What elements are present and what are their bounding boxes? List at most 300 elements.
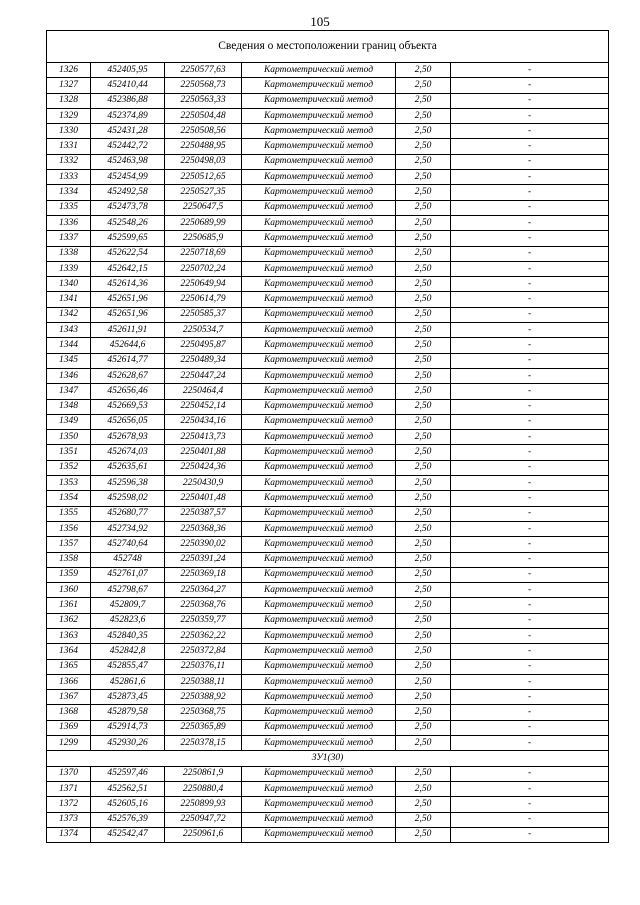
accuracy-cell: 2,50 (396, 430, 451, 445)
description-cell: - (451, 154, 609, 169)
method-cell: Картометрический метод (242, 124, 396, 139)
accuracy-cell: 2,50 (396, 812, 451, 827)
accuracy-cell: 2,50 (396, 78, 451, 93)
x-coordinate-cell: 452598,02 (91, 491, 165, 506)
table-row (47, 353, 609, 368)
point-number-cell: 1336 (47, 215, 91, 230)
table-row (47, 399, 609, 414)
x-coordinate-cell: 452597,46 (91, 766, 165, 781)
description-cell: - (451, 720, 609, 735)
y-coordinate-cell: 2250387,57 (165, 506, 242, 521)
description-cell: - (451, 261, 609, 276)
table-row (47, 491, 609, 506)
method-cell: Картометрический метод (242, 567, 396, 582)
x-coordinate-cell: 452740,64 (91, 537, 165, 552)
table-row (47, 124, 609, 139)
x-coordinate-cell: 452431,28 (91, 124, 165, 139)
description-cell: - (451, 307, 609, 322)
point-number-cell: 1342 (47, 307, 91, 322)
y-coordinate-cell: 2250489,34 (165, 353, 242, 368)
point-number-cell: 1349 (47, 414, 91, 429)
section-label: ЗУ1(30) (47, 751, 609, 766)
method-cell: Картометрический метод (242, 246, 396, 261)
table-row (47, 261, 609, 276)
y-coordinate-cell: 2250498,03 (165, 154, 242, 169)
method-cell: Картометрический метод (242, 460, 396, 475)
y-coordinate-cell: 2250504,48 (165, 108, 242, 123)
description-cell: - (451, 338, 609, 353)
y-coordinate-cell: 2250368,75 (165, 705, 242, 720)
accuracy-cell: 2,50 (396, 124, 451, 139)
y-coordinate-cell: 2250430,9 (165, 476, 242, 491)
table-row (47, 613, 609, 628)
x-coordinate-cell: 452656,46 (91, 384, 165, 399)
accuracy-cell: 2,50 (396, 476, 451, 491)
method-cell: Картометрический метод (242, 659, 396, 674)
table-row (47, 628, 609, 643)
method-cell: Картометрический метод (242, 491, 396, 506)
x-coordinate-cell: 452576,39 (91, 812, 165, 827)
point-number-cell: 1358 (47, 552, 91, 567)
description-cell: - (451, 491, 609, 506)
table-row (47, 521, 609, 536)
point-number-cell: 1335 (47, 200, 91, 215)
accuracy-cell: 2,50 (396, 353, 451, 368)
table-row (47, 552, 609, 567)
x-coordinate-cell: 452374,89 (91, 108, 165, 123)
method-cell: Картометрический метод (242, 277, 396, 292)
method-cell: Картометрический метод (242, 63, 396, 78)
table-row (47, 323, 609, 338)
point-number-cell: 1363 (47, 628, 91, 643)
table-row (47, 766, 609, 781)
table-row (47, 674, 609, 689)
y-coordinate-cell: 2250413,73 (165, 430, 242, 445)
point-number-cell: 1356 (47, 521, 91, 536)
point-number-cell: 1327 (47, 78, 91, 93)
point-number-cell: 1340 (47, 277, 91, 292)
table-row (47, 108, 609, 123)
description-cell: - (451, 598, 609, 613)
x-coordinate-cell: 452492,58 (91, 185, 165, 200)
table-row (47, 246, 609, 261)
point-number-cell: 1365 (47, 659, 91, 674)
point-number-cell: 1338 (47, 246, 91, 261)
x-coordinate-cell: 452861,6 (91, 674, 165, 689)
point-number-cell: 1350 (47, 430, 91, 445)
table-row (47, 277, 609, 292)
x-coordinate-cell: 452442,72 (91, 139, 165, 154)
method-cell: Картометрический метод (242, 261, 396, 276)
y-coordinate-cell: 2250434,16 (165, 414, 242, 429)
point-number-cell: 1369 (47, 720, 91, 735)
accuracy-cell: 2,50 (396, 338, 451, 353)
method-cell: Картометрический метод (242, 353, 396, 368)
x-coordinate-cell: 452542,47 (91, 827, 165, 842)
point-number-cell: 1332 (47, 154, 91, 169)
accuracy-cell: 2,50 (396, 368, 451, 383)
point-number-cell: 1343 (47, 323, 91, 338)
y-coordinate-cell: 2250880,4 (165, 781, 242, 796)
accuracy-cell: 2,50 (396, 506, 451, 521)
description-cell: - (451, 124, 609, 139)
point-number-cell: 1348 (47, 399, 91, 414)
x-coordinate-cell: 452644,6 (91, 338, 165, 353)
x-coordinate-cell: 452642,15 (91, 261, 165, 276)
x-coordinate-cell: 452614,77 (91, 353, 165, 368)
point-number-cell: 1345 (47, 353, 91, 368)
x-coordinate-cell: 452614,36 (91, 277, 165, 292)
method-cell: Картометрический метод (242, 797, 396, 812)
table-row (47, 384, 609, 399)
table-row (47, 797, 609, 812)
x-coordinate-cell: 452410,44 (91, 78, 165, 93)
y-coordinate-cell: 2250647,5 (165, 200, 242, 215)
table-row (47, 812, 609, 827)
table-row (47, 292, 609, 307)
x-coordinate-cell: 452840,35 (91, 628, 165, 643)
accuracy-cell: 2,50 (396, 827, 451, 842)
description-cell: - (451, 766, 609, 781)
description-cell: - (451, 414, 609, 429)
method-cell: Картометрический метод (242, 812, 396, 827)
x-coordinate-cell: 452734,92 (91, 521, 165, 536)
table-row (47, 644, 609, 659)
method-cell: Картометрический метод (242, 307, 396, 322)
y-coordinate-cell: 2250368,36 (165, 521, 242, 536)
table-row (47, 78, 609, 93)
y-coordinate-cell: 2250378,15 (165, 736, 242, 751)
x-coordinate-cell: 452879,58 (91, 705, 165, 720)
x-coordinate-cell: 452930,26 (91, 736, 165, 751)
y-coordinate-cell: 2250702,24 (165, 261, 242, 276)
y-coordinate-cell: 2250401,88 (165, 445, 242, 460)
table-row (47, 368, 609, 383)
description-cell: - (451, 277, 609, 292)
table-row (47, 63, 609, 78)
description-cell: - (451, 185, 609, 200)
accuracy-cell: 2,50 (396, 139, 451, 154)
y-coordinate-cell: 2250372,84 (165, 644, 242, 659)
y-coordinate-cell: 2250861,9 (165, 766, 242, 781)
point-number-cell: 1326 (47, 63, 91, 78)
table-row (47, 705, 609, 720)
description-cell: - (451, 781, 609, 796)
accuracy-cell: 2,50 (396, 108, 451, 123)
description-cell: - (451, 246, 609, 261)
description-cell: - (451, 537, 609, 552)
table-row (47, 781, 609, 796)
point-number-cell: 1299 (47, 736, 91, 751)
point-number-cell: 1333 (47, 170, 91, 185)
method-cell: Картометрический метод (242, 368, 396, 383)
x-coordinate-cell: 452651,96 (91, 307, 165, 322)
accuracy-cell: 2,50 (396, 598, 451, 613)
method-cell: Картометрический метод (242, 170, 396, 185)
method-cell: Картометрический метод (242, 720, 396, 735)
table-row (47, 598, 609, 613)
table-row (47, 185, 609, 200)
point-number-cell: 1347 (47, 384, 91, 399)
description-cell: - (451, 170, 609, 185)
table-row (47, 414, 609, 429)
method-cell: Картометрический метод (242, 506, 396, 521)
point-number-cell: 1330 (47, 124, 91, 139)
table-body (47, 31, 609, 843)
accuracy-cell: 2,50 (396, 521, 451, 536)
table-row (47, 736, 609, 751)
method-cell: Картометрический метод (242, 108, 396, 123)
method-cell: Картометрический метод (242, 215, 396, 230)
table-row (47, 720, 609, 735)
x-coordinate-cell: 452823,6 (91, 613, 165, 628)
accuracy-cell: 2,50 (396, 567, 451, 582)
description-cell: - (451, 705, 609, 720)
accuracy-cell: 2,50 (396, 292, 451, 307)
y-coordinate-cell: 2250388,11 (165, 674, 242, 689)
accuracy-cell: 2,50 (396, 63, 451, 78)
y-coordinate-cell: 2250376,11 (165, 659, 242, 674)
point-number-cell: 1334 (47, 185, 91, 200)
y-coordinate-cell: 2250391,24 (165, 552, 242, 567)
description-cell: - (451, 827, 609, 842)
x-coordinate-cell: 452669,53 (91, 399, 165, 414)
point-number-cell: 1328 (47, 93, 91, 108)
point-number-cell: 1374 (47, 827, 91, 842)
method-cell: Картометрический метод (242, 323, 396, 338)
point-number-cell: 1357 (47, 537, 91, 552)
x-coordinate-cell: 452548,26 (91, 215, 165, 230)
method-cell: Картометрический метод (242, 628, 396, 643)
description-cell: - (451, 78, 609, 93)
method-cell: Картометрический метод (242, 200, 396, 215)
method-cell: Картометрический метод (242, 231, 396, 246)
accuracy-cell: 2,50 (396, 797, 451, 812)
point-number-cell: 1355 (47, 506, 91, 521)
x-coordinate-cell: 452386,88 (91, 93, 165, 108)
y-coordinate-cell: 2250577,63 (165, 63, 242, 78)
method-cell: Картометрический метод (242, 384, 396, 399)
x-coordinate-cell: 452562,51 (91, 781, 165, 796)
description-cell: - (451, 430, 609, 445)
accuracy-cell: 2,50 (396, 736, 451, 751)
point-number-cell: 1364 (47, 644, 91, 659)
table-row (47, 338, 609, 353)
y-coordinate-cell: 2250961,6 (165, 827, 242, 842)
y-coordinate-cell: 2250947,72 (165, 812, 242, 827)
x-coordinate-cell: 452611,91 (91, 323, 165, 338)
table-row (47, 537, 609, 552)
accuracy-cell: 2,50 (396, 231, 451, 246)
table-row (47, 690, 609, 705)
point-number-cell: 1370 (47, 766, 91, 781)
y-coordinate-cell: 2250365,89 (165, 720, 242, 735)
y-coordinate-cell: 2250488,95 (165, 139, 242, 154)
point-number-cell: 1353 (47, 476, 91, 491)
accuracy-cell: 2,50 (396, 93, 451, 108)
accuracy-cell: 2,50 (396, 399, 451, 414)
method-cell: Картометрический метод (242, 93, 396, 108)
method-cell: Картометрический метод (242, 154, 396, 169)
accuracy-cell: 2,50 (396, 414, 451, 429)
accuracy-cell: 2,50 (396, 170, 451, 185)
y-coordinate-cell: 2250568,73 (165, 78, 242, 93)
accuracy-cell: 2,50 (396, 781, 451, 796)
y-coordinate-cell: 2250899,93 (165, 797, 242, 812)
y-coordinate-cell: 2250401,48 (165, 491, 242, 506)
method-cell: Картометрический метод (242, 430, 396, 445)
method-cell: Картометрический метод (242, 476, 396, 491)
description-cell: - (451, 384, 609, 399)
method-cell: Картометрический метод (242, 139, 396, 154)
table-row (47, 445, 609, 460)
x-coordinate-cell: 452798,67 (91, 583, 165, 598)
accuracy-cell: 2,50 (396, 674, 451, 689)
table-row (47, 430, 609, 445)
point-number-cell: 1366 (47, 674, 91, 689)
table-title-row (47, 31, 609, 63)
method-cell: Картометрический метод (242, 674, 396, 689)
description-cell: - (451, 506, 609, 521)
table-row (47, 139, 609, 154)
point-number-cell: 1339 (47, 261, 91, 276)
x-coordinate-cell: 452656,05 (91, 414, 165, 429)
y-coordinate-cell: 2250585,37 (165, 307, 242, 322)
description-cell: - (451, 659, 609, 674)
method-cell: Картометрический метод (242, 598, 396, 613)
table-row (47, 170, 609, 185)
x-coordinate-cell: 452651,96 (91, 292, 165, 307)
point-number-cell: 1373 (47, 812, 91, 827)
method-cell: Картометрический метод (242, 414, 396, 429)
x-coordinate-cell: 452405,95 (91, 63, 165, 78)
accuracy-cell: 2,50 (396, 491, 451, 506)
accuracy-cell: 2,50 (396, 583, 451, 598)
accuracy-cell: 2,50 (396, 659, 451, 674)
method-cell: Картометрический метод (242, 766, 396, 781)
x-coordinate-cell: 452674,03 (91, 445, 165, 460)
y-coordinate-cell: 2250424,36 (165, 460, 242, 475)
point-number-cell: 1352 (47, 460, 91, 475)
y-coordinate-cell: 2250364,27 (165, 583, 242, 598)
accuracy-cell: 2,50 (396, 705, 451, 720)
x-coordinate-cell: 452914,73 (91, 720, 165, 735)
description-cell: - (451, 139, 609, 154)
y-coordinate-cell: 2250563,33 (165, 93, 242, 108)
description-cell: - (451, 353, 609, 368)
table-row (47, 154, 609, 169)
x-coordinate-cell: 452748 (91, 552, 165, 567)
method-cell: Картометрический метод (242, 736, 396, 751)
description-cell: - (451, 231, 609, 246)
accuracy-cell: 2,50 (396, 307, 451, 322)
page-number: 105 (310, 14, 330, 29)
method-cell: Картометрический метод (242, 521, 396, 536)
table-title: Сведения о местоположении границ объекта (47, 31, 609, 63)
description-cell: - (451, 797, 609, 812)
table-row (47, 567, 609, 582)
method-cell: Картометрический метод (242, 690, 396, 705)
method-cell: Картометрический метод (242, 338, 396, 353)
table-row (47, 583, 609, 598)
method-cell: Картометрический метод (242, 185, 396, 200)
accuracy-cell: 2,50 (396, 200, 451, 215)
x-coordinate-cell: 452761,07 (91, 567, 165, 582)
description-cell: - (451, 108, 609, 123)
x-coordinate-cell: 452628,67 (91, 368, 165, 383)
point-number-cell: 1337 (47, 231, 91, 246)
y-coordinate-cell: 2250534,7 (165, 323, 242, 338)
y-coordinate-cell: 2250362,22 (165, 628, 242, 643)
x-coordinate-cell: 452855,47 (91, 659, 165, 674)
table-row (47, 231, 609, 246)
description-cell: - (451, 445, 609, 460)
y-coordinate-cell: 2250495,87 (165, 338, 242, 353)
point-number-cell: 1360 (47, 583, 91, 598)
accuracy-cell: 2,50 (396, 384, 451, 399)
point-number-cell: 1341 (47, 292, 91, 307)
accuracy-cell: 2,50 (396, 154, 451, 169)
description-cell: - (451, 63, 609, 78)
point-number-cell: 1359 (47, 567, 91, 582)
x-coordinate-cell: 452463,98 (91, 154, 165, 169)
y-coordinate-cell: 2250369,18 (165, 567, 242, 582)
accuracy-cell: 2,50 (396, 766, 451, 781)
x-coordinate-cell: 452809,7 (91, 598, 165, 613)
table-row (47, 476, 609, 491)
x-coordinate-cell: 452599,65 (91, 231, 165, 246)
accuracy-cell: 2,50 (396, 644, 451, 659)
description-cell: - (451, 812, 609, 827)
accuracy-cell: 2,50 (396, 537, 451, 552)
method-cell: Картометрический метод (242, 705, 396, 720)
point-number-cell: 1351 (47, 445, 91, 460)
y-coordinate-cell: 2250368,76 (165, 598, 242, 613)
accuracy-cell: 2,50 (396, 445, 451, 460)
y-coordinate-cell: 2250447,24 (165, 368, 242, 383)
description-cell: - (451, 460, 609, 475)
description-cell: - (451, 613, 609, 628)
method-cell: Картометрический метод (242, 583, 396, 598)
accuracy-cell: 2,50 (396, 720, 451, 735)
description-cell: - (451, 93, 609, 108)
description-cell: - (451, 644, 609, 659)
table-row (47, 200, 609, 215)
accuracy-cell: 2,50 (396, 690, 451, 705)
description-cell: - (451, 552, 609, 567)
x-coordinate-cell: 452473,78 (91, 200, 165, 215)
accuracy-cell: 2,50 (396, 628, 451, 643)
x-coordinate-cell: 452605,16 (91, 797, 165, 812)
method-cell: Картометрический метод (242, 827, 396, 842)
description-cell: - (451, 521, 609, 536)
boundary-table (46, 30, 609, 843)
description-cell: - (451, 200, 609, 215)
point-number-cell: 1372 (47, 797, 91, 812)
description-cell: - (451, 368, 609, 383)
accuracy-cell: 2,50 (396, 261, 451, 276)
x-coordinate-cell: 452622,54 (91, 246, 165, 261)
table-row (47, 93, 609, 108)
table-row (47, 659, 609, 674)
description-cell: - (451, 736, 609, 751)
section-row (47, 751, 609, 766)
point-number-cell: 1346 (47, 368, 91, 383)
y-coordinate-cell: 2250689,99 (165, 215, 242, 230)
point-number-cell: 1344 (47, 338, 91, 353)
description-cell: - (451, 476, 609, 491)
description-cell: - (451, 628, 609, 643)
